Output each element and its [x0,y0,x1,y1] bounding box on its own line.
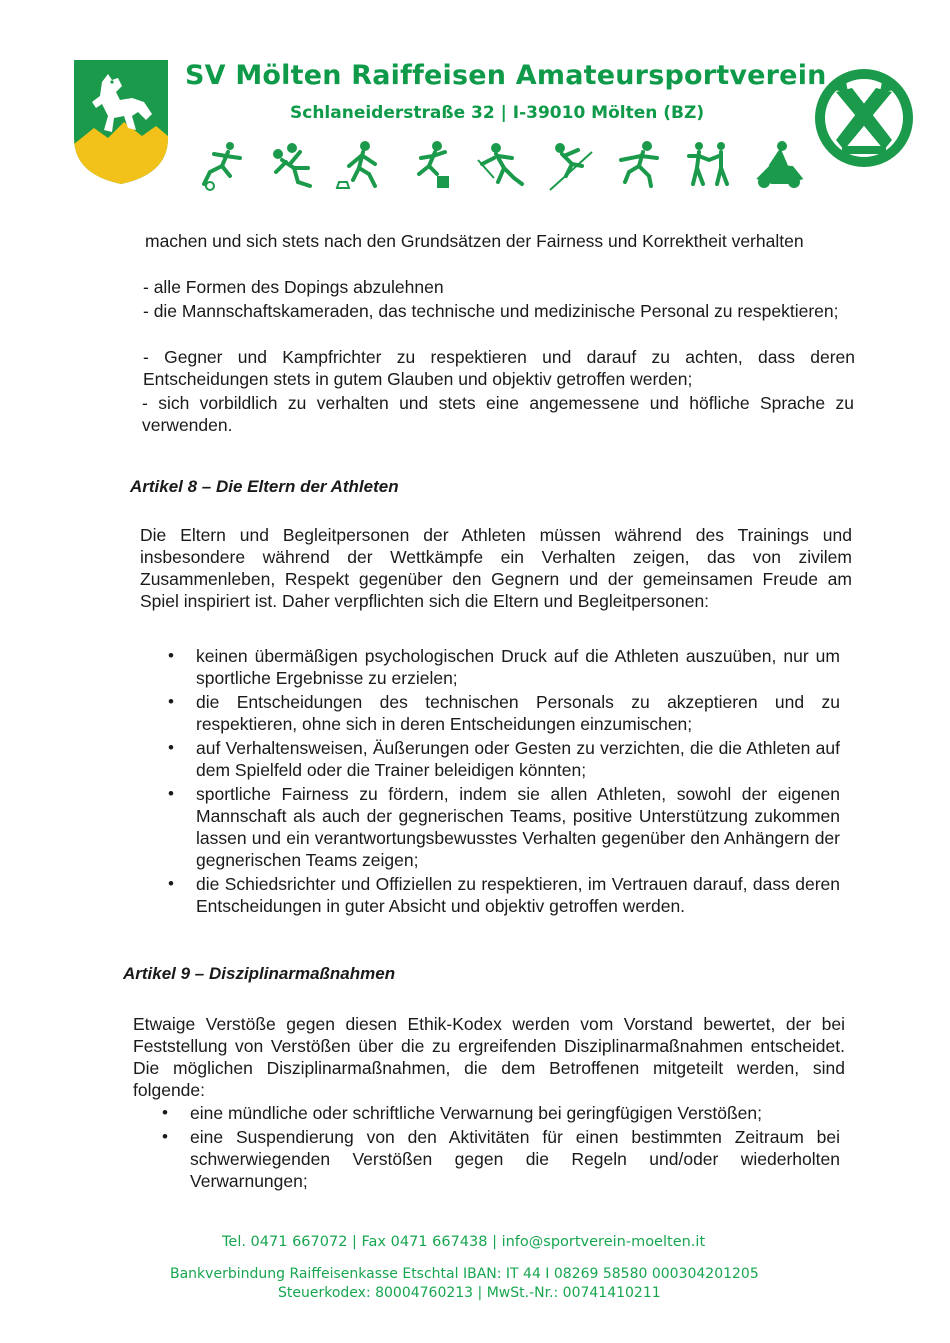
list-item-text: die Entscheidungen des technischen Personals zu akzeptieren und zu respektieren, ohne sich in deren Entscheidungen einzumischen; [196,692,840,734]
club-name: SV Mölten Raiffeisen Amateursportverein [185,60,827,91]
list-item-text: sportliche Fairness zu fördern, indem sie allen Athleten, sowohl der eigenen Mannschaft als auch der gegnerischen Teams, positive Unterstützung zukommen lassen und ein verantwortungsbewusstes Verhalten gegenüber den Anhängern der gegnerischen Teams zeigen; [196,784,840,870]
list-item [166,737,840,781]
list-item-text: eine mündliche oder schriftliche Verwarnung bei geringfügigen Verstößen; [190,1103,763,1123]
footer-bank: Bankverbindung Raiffeisenkasse Etschtal IBAN: IT 44 I 08269 58580 000304201205 [170,1266,759,1282]
intro-item-2: - die Mannschaftskameraden, das technische und medizinische Personal zu respektieren; [143,301,839,321]
bullet-icon: • [168,738,174,757]
intro-item-3: - Gegner und Kampfrichter zu respektieren und darauf zu achten, dass deren Entscheidungen stets in gutem Glauben und objektiv getroffen werden; [143,347,855,389]
list-item-text: eine Suspendierung von den Aktivitäten für einen bestimmten Zeitraum bei schwerwiegenden Verstößen gegen die Regeln und/oder wiederholten Verwarnungen; [190,1127,840,1191]
footer-tax: Steuerkodex: 80004760213 | MwSt.-Nr.: 00741410211 [278,1285,661,1301]
article-9-heading: Artikel 9 – Disziplinarmaßnahmen [123,964,396,983]
list-item-text: keinen übermäßigen psychologischen Druck auf die Athleten auszuüben, nur um sportliche Ergebnisse zu erzielen; [196,646,840,688]
list-item [166,645,840,689]
intro-paragraph: machen und sich stets nach den Grundsätzen der Fairness und Korrektheit verhalten [145,231,804,251]
bullet-icon: • [168,784,174,803]
article-8-heading: Artikel 8 – Die Eltern der Athleten [130,477,399,496]
intro-item-1: - alle Formen des Dopings abzulehnen [143,277,444,297]
list-item-text: die Schiedsrichter und Offiziellen zu respektieren, im Vertrauen darauf, dass deren Entscheidungen in guter Absicht und objektiv getroffen werden. [196,874,840,916]
list-item [160,1126,840,1192]
article-9-intro: Etwaige Verstöße gegen diesen Ethik-Kodex werden vom Vorstand bewertet, der bei Feststellung von Verstößen über die zu ergreifenden Disziplinarmaßnahmen entscheidet. Die möglichen Disziplinarmaßnahmen, die dem Betroffenen mitgeteilt werden, sind folgende: [133,1014,845,1100]
list-item [166,783,840,871]
bullet-icon: • [162,1103,168,1122]
bullet-icon: • [168,646,174,665]
bullet-icon: • [162,1127,168,1146]
club-address: Schlaneiderstraße 32 | I-39010 Mölten (BZ) [290,103,705,123]
bullet-icon: • [168,874,174,893]
list-item-text: auf Verhaltensweisen, Äußerungen oder Gesten zu verzichten, die die Athleten auf dem Spielfeld oder die Trainer beleidigen könnten; [196,738,840,780]
bullet-icon: • [168,692,174,711]
list-item [160,1102,840,1124]
article-8-list [166,645,840,919]
list-item [166,873,840,917]
footer-contact: Tel. 0471 667072 | Fax 0471 667438 | info@sportverein-moelten.it [222,1234,706,1250]
intro-item-4: - sich vorbildlich zu verhalten und stets eine angemessene und höfliche Sprache zu verwenden. [142,393,854,435]
list-item [166,691,840,735]
article-8-intro: Die Eltern und Begleitpersonen der Athleten müssen während des Trainings und insbesondere während der Wettkämpfe ein Verhalten zeigen, das von zivilem Zusammenleben, Respekt gegenüber den Gegnern und der gemeinsamen Freude am Spiel inspiriert ist. Daher verpflichten sich die Eltern und Begleitpersonen: [140,525,852,611]
article-9-list [160,1102,840,1194]
